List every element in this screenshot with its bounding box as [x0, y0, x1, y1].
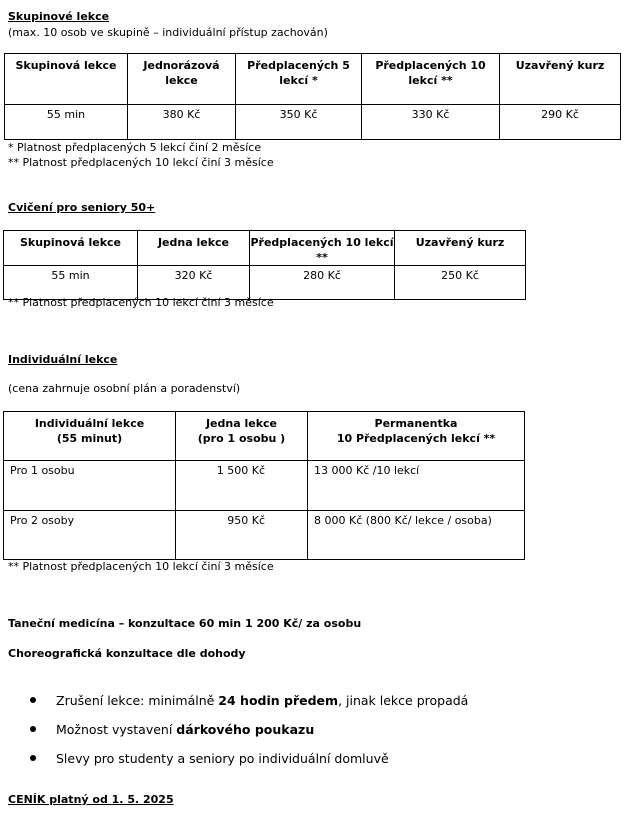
table-cell: 250 Kč [395, 266, 526, 300]
col-header: Uzavřený kurz [395, 231, 526, 266]
choreography-line: Choreografická konzultace dle dohody [8, 647, 246, 660]
group-note-10: ** Platnost předplacených 10 lekcí činí 3 měsíce [8, 156, 274, 169]
individual-heading: Individuální lekce [8, 353, 118, 366]
col-header-line1: Jedna lekce [205, 417, 278, 430]
table-cell: 350 Kč [236, 105, 362, 140]
group-subtitle: (max. 10 osob ve skupině – individuální přístup zachován) [8, 26, 328, 39]
col-header: Uzavřený kurz [500, 54, 621, 105]
col-header [308, 412, 525, 461]
bullet-icon [30, 726, 36, 732]
individual-price-table [3, 411, 525, 560]
table-header-row [4, 412, 525, 461]
price-list-validity: CENÍK platný od 1. 5. 2025 [8, 793, 174, 806]
table-cell: 55 min [4, 266, 138, 300]
table-header-row [5, 54, 621, 105]
table-cell: Pro 1 osobu [4, 461, 176, 511]
table-cell: 280 Kč [250, 266, 395, 300]
group-heading: Skupinové lekce [8, 10, 110, 23]
table-cell: 1 500 Kč [176, 461, 308, 511]
col-header [176, 412, 308, 461]
col-header: Předplacených 5 lekcí * [236, 54, 362, 105]
col-header-line2: (55 minut) [56, 432, 123, 445]
individual-subtitle: (cena zahrnuje osobní plán a poradenství) [8, 382, 241, 395]
group-price-table [4, 53, 621, 140]
table-row [4, 266, 526, 300]
individual-note: ** Platnost předplacených 10 lekcí činí 3 měsíce [8, 560, 274, 573]
table-cell: 380 Kč [128, 105, 236, 140]
col-header-line1: Individuální lekce [34, 417, 145, 430]
col-header-line2: (pro 1 osobu ) [197, 432, 286, 445]
col-header: Předplacených 10 lekcí ** [250, 231, 395, 266]
table-row [4, 511, 525, 560]
bullet-text: Zrušení lekce: minimálně 24 hodin předem, jinak lekce propadá [56, 693, 469, 708]
table-cell: Pro 2 osoby [4, 511, 176, 560]
col-header: Skupinová lekce [4, 231, 138, 266]
dance-medicine-line: Taneční medicína – konzultace 60 min 1 200 Kč/ za osobu [8, 617, 362, 630]
col-header: Skupinová lekce [5, 54, 128, 105]
seniors-note: ** Platnost předplacených 10 lekcí činí 3 měsíce [8, 296, 274, 309]
col-header: Předplacených 10 lekcí ** [362, 54, 500, 105]
col-header-line2: 10 Předplacených lekcí ** [336, 432, 496, 445]
table-cell: 320 Kč [138, 266, 250, 300]
table-cell: 950 Kč [176, 511, 308, 560]
bullet-icon [30, 755, 36, 761]
table-cell: 330 Kč [362, 105, 500, 140]
table-cell: 55 min [5, 105, 128, 140]
bullet-icon [30, 697, 36, 703]
seniors-heading: Cvičení pro seniory 50+ [8, 201, 156, 214]
table-row [4, 461, 525, 511]
table-header-row [4, 231, 526, 266]
group-note-5: * Platnost předplacených 5 lekcí činí 2 měsíce [8, 141, 262, 154]
bullet-text: Slevy pro studenty a seniory po individuální domluvě [56, 751, 389, 766]
col-header: Jednorázová lekce [128, 54, 236, 105]
table-row [5, 105, 621, 140]
table-cell: 13 000 Kč /10 lekcí [308, 461, 525, 511]
table-cell: 8 000 Kč (800 Kč/ lekce / osoba) [308, 511, 525, 560]
col-header-line1: Permanentka [374, 417, 458, 430]
col-header: Jedna lekce [138, 231, 250, 266]
bullet-text: Možnost vystavení dárkového poukazu [56, 722, 315, 737]
seniors-price-table [3, 230, 526, 300]
col-header [4, 412, 176, 461]
table-cell: 290 Kč [500, 105, 621, 140]
